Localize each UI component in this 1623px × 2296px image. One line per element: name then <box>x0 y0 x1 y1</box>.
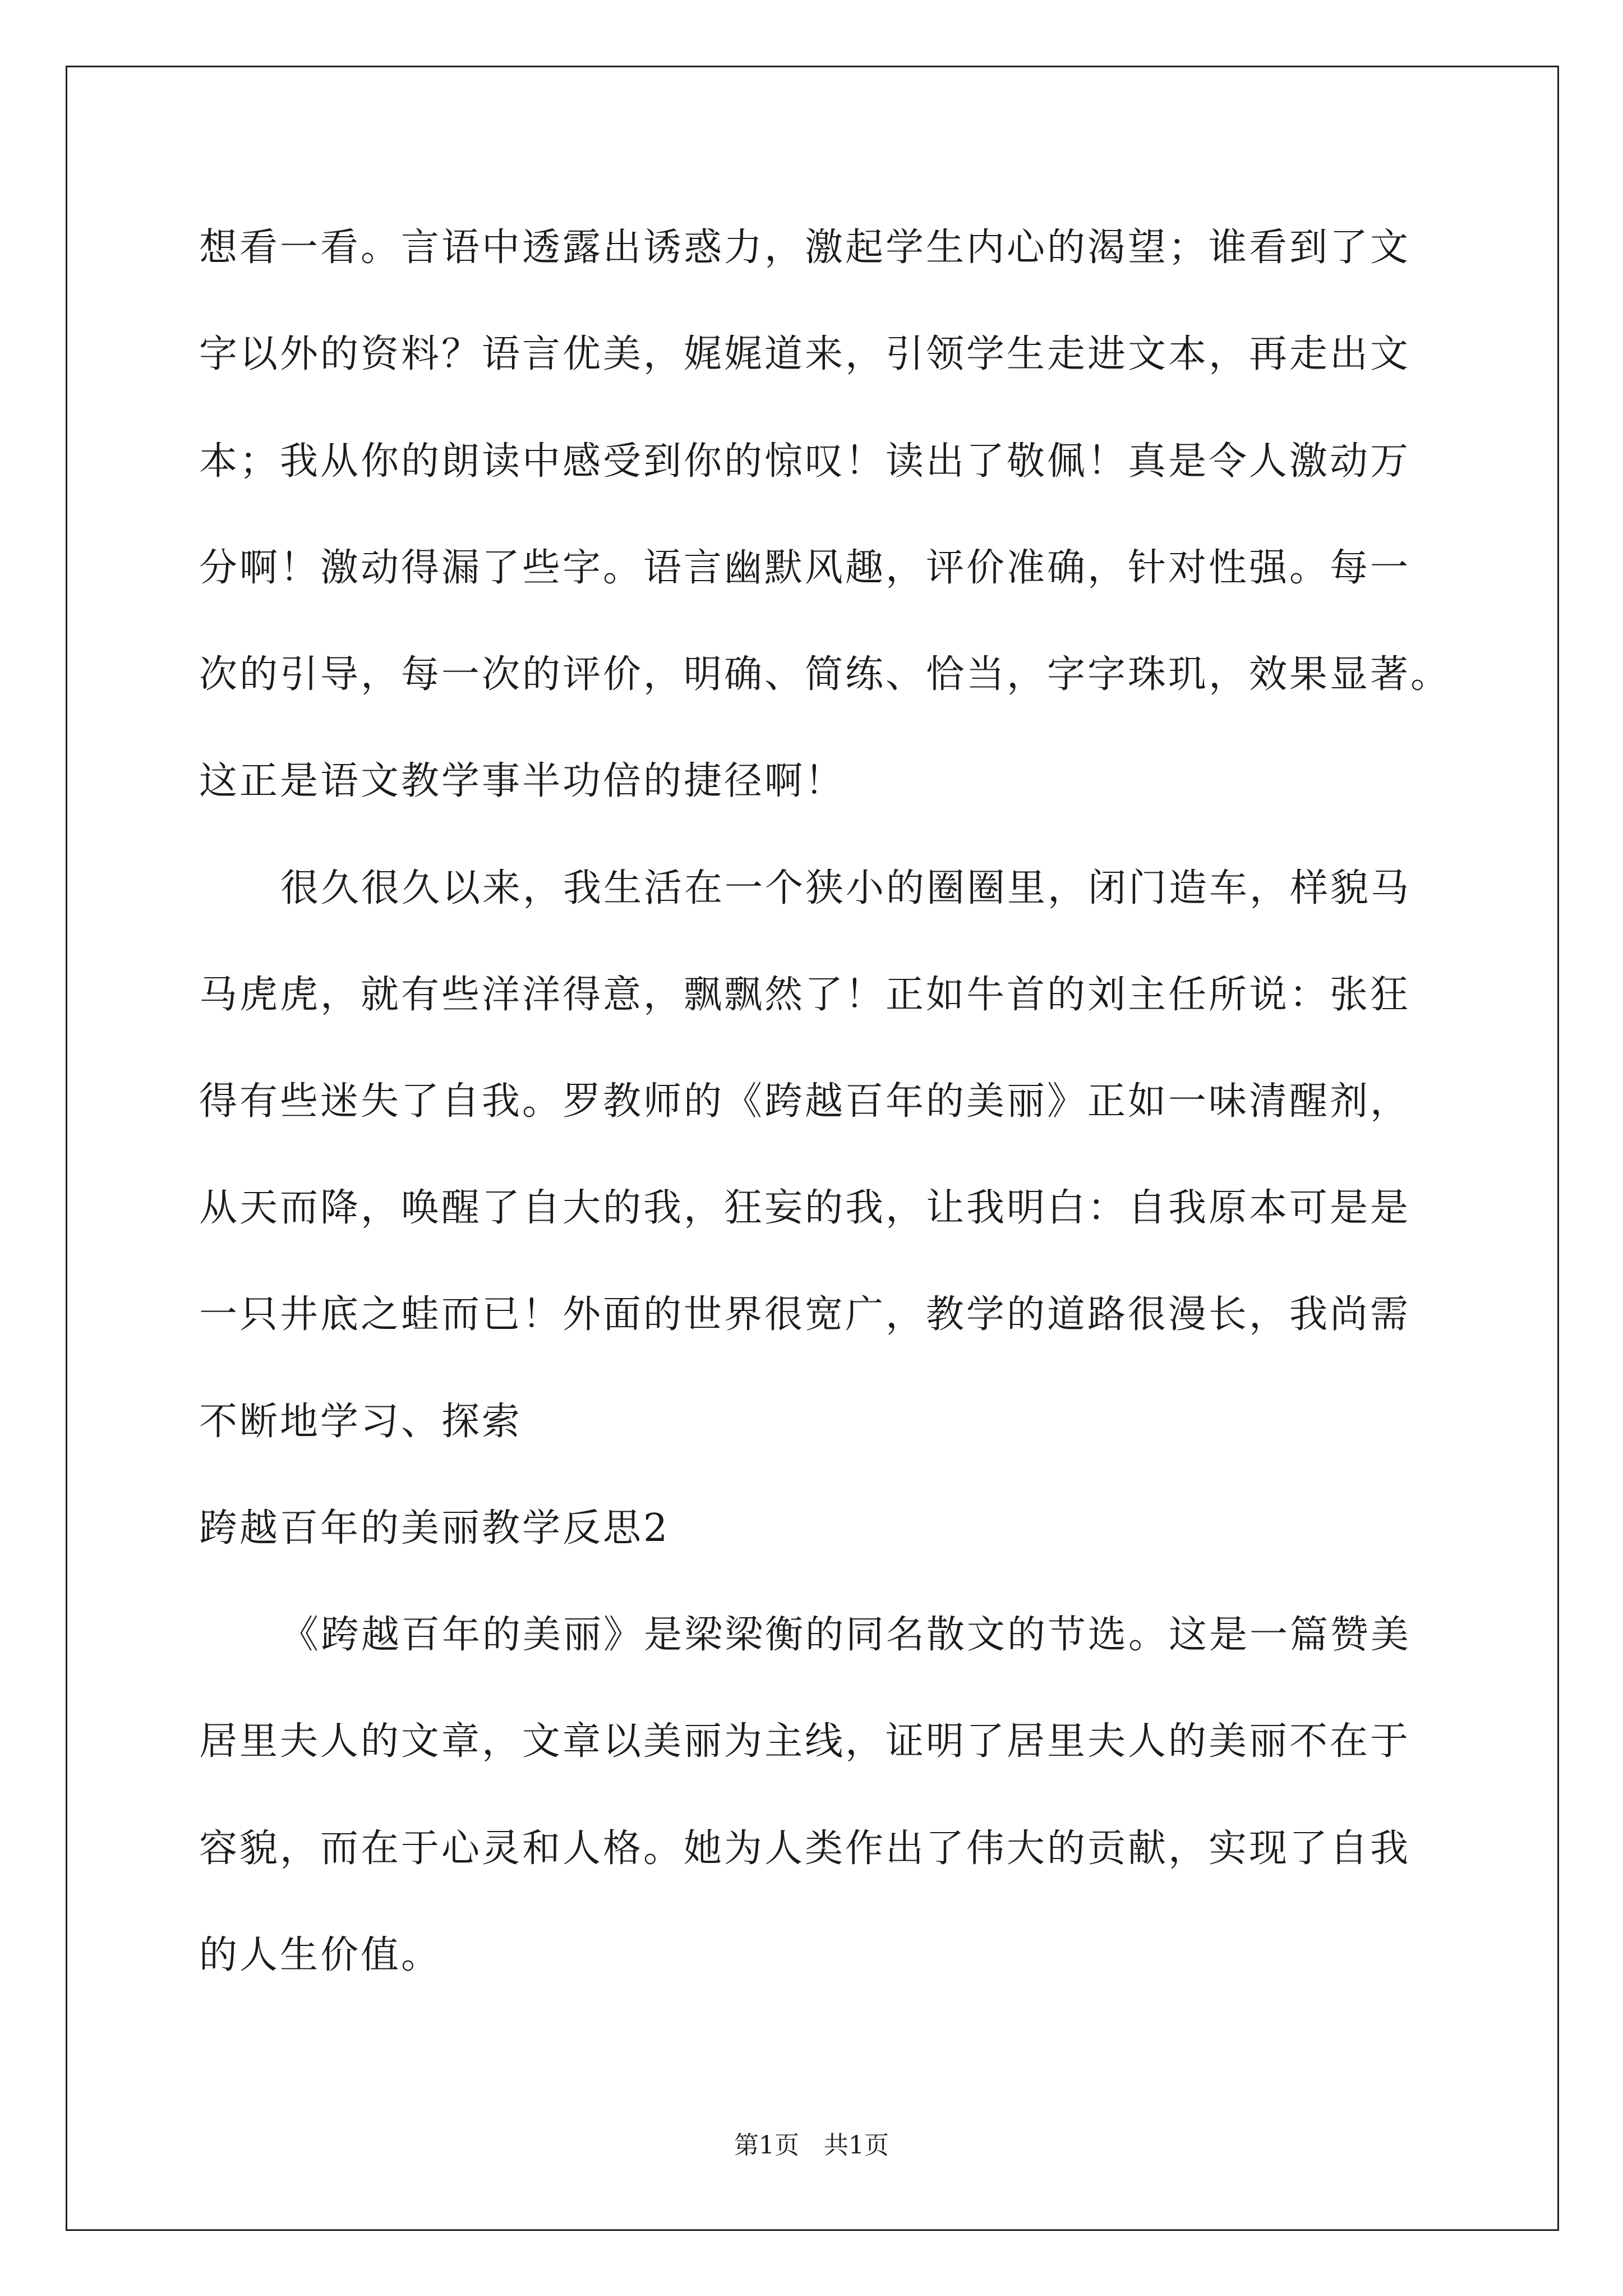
text-line: 本；我从你的朗读中感受到你的惊叹！读出了敬佩！真是令人激动万 <box>199 439 1411 484</box>
text-line: 分啊！激动得漏了些字。语言幽默风趣，评价准确，针对性强。每一 <box>199 546 1411 590</box>
page-footer: 第1页 共1页 <box>734 2131 889 2160</box>
text-line: 次的引导，每一次的评价，明确、简练、恰当，字字珠玑，效果显著。 <box>199 652 1451 697</box>
page-border <box>66 66 1559 2231</box>
text-line: 这正是语文教学事半功倍的捷径啊！ <box>199 759 846 803</box>
text-line: 字以外的资料？语言优美，娓娓道来，引领学生走进文本，再走出文 <box>199 332 1411 376</box>
paragraph-first-line: 《跨越百年的美丽》是梁梁衡的同名散文的节选。这是一篇赞美 <box>280 1613 1412 1657</box>
section-heading: 跨越百年的美丽教学反思2 <box>199 1506 670 1550</box>
text-line: 不断地学习、探索 <box>199 1400 523 1444</box>
paragraph-first-line: 很久很久以来，我生活在一个狭小的圈圈里，闭门造车，样貌马 <box>280 866 1412 910</box>
text-line: 得有些迷失了自我。罗教师的《跨越百年的美丽》正如一味清醒剂， <box>199 1079 1411 1124</box>
text-line: 马虎虎，就有些洋洋得意，飘飘然了！正如牛首的刘主任所说：张狂 <box>199 973 1411 1017</box>
text-line: 想看一看。言语中透露出诱惑力，激起学生内心的渴望；谁看到了文 <box>199 226 1411 270</box>
text-line: 居里夫人的文章，文章以美丽为主线，证明了居里夫人的美丽不在于 <box>199 1719 1411 1764</box>
text-line: 容貌，而在于心灵和人格。她为人类作出了伟大的贡献，实现了自我 <box>199 1826 1411 1871</box>
text-line: 的人生价值。 <box>199 1933 442 1977</box>
text-line: 一只井底之蛙而已！外面的世界很宽广，教学的道路很漫长，我尚需 <box>199 1292 1411 1337</box>
text-line: 从天而降，唤醒了自大的我，狂妄的我，让我明白：自我原本可是是 <box>199 1186 1411 1230</box>
